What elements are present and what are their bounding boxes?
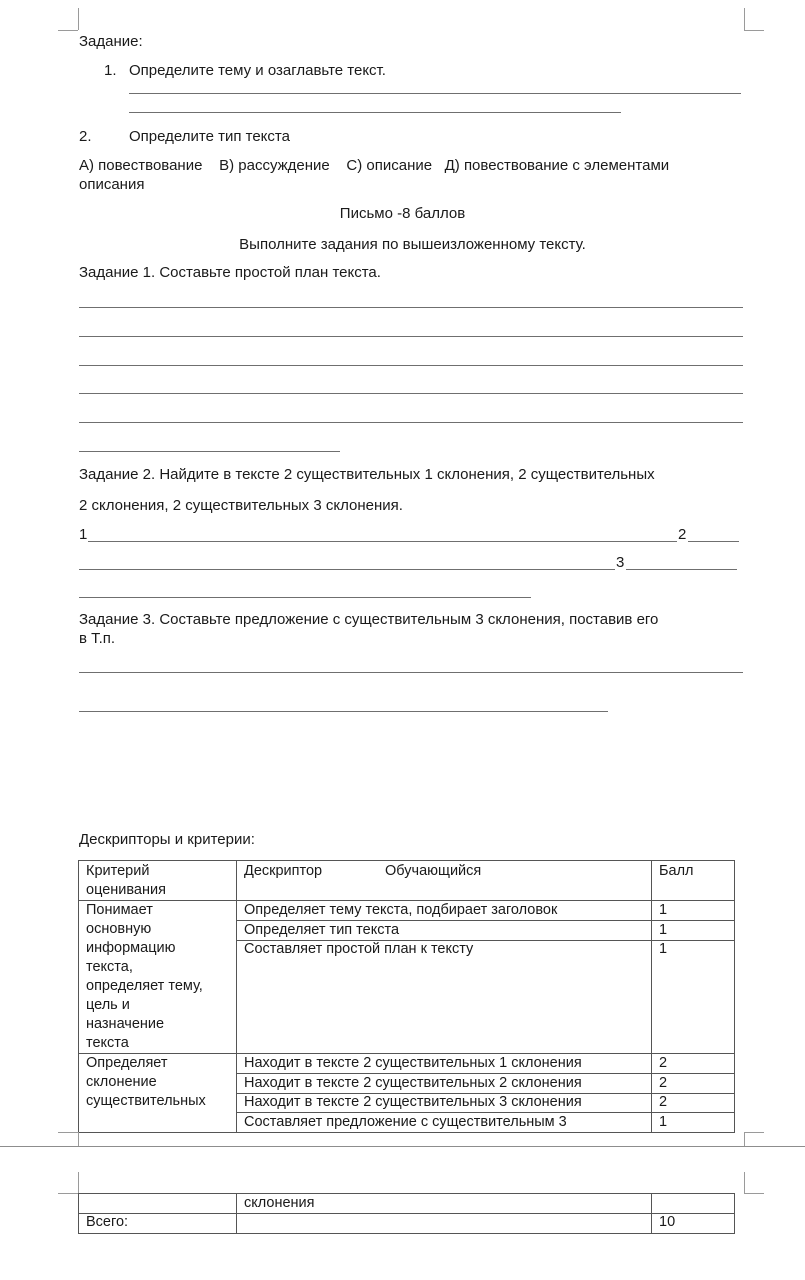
criterion-cell (86, 901, 203, 1053)
criterion-cell (86, 1054, 206, 1111)
exercise1-text: Задание 1. Составьте простой план текста. (79, 264, 381, 281)
answer-line (79, 569, 615, 570)
task1-number: 1. (104, 62, 117, 79)
page-margin-mark-bottom-left (78, 1132, 79, 1146)
exercise2-text-continued: 2 склонения, 2 существительных 3 склонения. (79, 497, 403, 514)
task1-text: Определите тему и озаглавьте текст. (129, 62, 386, 79)
task2-number: 2. (79, 128, 92, 145)
page-margin-mark-top-left (78, 1172, 79, 1194)
header-criterion-line: Критерий (86, 863, 150, 879)
letter-title: Письмо -8 баллов (339, 205, 466, 222)
score-cell: 1 (659, 922, 668, 938)
score-cell: 2 (659, 1094, 668, 1110)
page-margin-mark-bottom-right (744, 1132, 745, 1146)
page-break (0, 1146, 805, 1147)
table-border (78, 1193, 735, 1194)
page-margin-mark-top-left (78, 8, 79, 30)
descriptor-cell: Составляет предложение с существительным 3 (244, 1114, 567, 1130)
descriptor-cell: Находит в тексте 2 существительных 3 склонения (244, 1094, 582, 1110)
header-descriptor: Дескриптор (244, 863, 323, 879)
page-margin-mark-top-right (744, 1193, 764, 1194)
descriptor-cell: Определяет тему текста, подбирает заголовок (244, 902, 558, 918)
score-cell: 1 (659, 941, 668, 957)
header-criterion (86, 862, 166, 900)
answer-line (626, 569, 737, 570)
exercise3-text-continued: в Т.п. (79, 630, 116, 647)
criterion-line: существительных (86, 1093, 206, 1109)
exercise3-text: Задание 3. Составьте предложение с существительным 3 склонения, поставив его (79, 611, 659, 628)
header-criterion-line: оценивания (86, 882, 166, 898)
page-margin-mark-top-left (58, 30, 78, 31)
criterion-line: Понимает (86, 902, 153, 918)
criterion-line: основную (86, 921, 152, 937)
answer-line (79, 393, 743, 394)
answer-line (79, 451, 340, 452)
answer-line (88, 541, 677, 542)
table-border (78, 860, 735, 861)
page-margin-mark-bottom-left (58, 1132, 78, 1133)
descriptor-cell: Составляет простой план к тексту (244, 941, 474, 957)
descriptor-cell-continued: склонения (244, 1195, 315, 1211)
page-margin-mark-top-right (744, 30, 764, 31)
answer-line (79, 336, 743, 337)
answer-label-1: 1 (79, 526, 88, 543)
score-cell: 1 (659, 902, 668, 918)
task2-text: Определите тип текста (129, 128, 290, 145)
answer-line (129, 112, 621, 113)
criterion-line: назначение (86, 1016, 165, 1032)
score-cell: 2 (659, 1075, 668, 1091)
instruction-text: Выполните задания по вышеизложенному тексту. (239, 236, 586, 253)
score-cell: 2 (659, 1055, 668, 1071)
page-margin-mark-bottom-right (744, 1132, 764, 1133)
answer-line (79, 365, 743, 366)
criteria-title: Дескрипторы и критерии: (79, 831, 255, 848)
answer-line (129, 93, 741, 94)
task-header: Задание: (79, 33, 143, 50)
answer-label-3: 3 (616, 554, 625, 571)
score-cell: 1 (659, 1114, 668, 1130)
criterion-line: текста (86, 1035, 129, 1051)
total-label: Всего: (86, 1214, 129, 1230)
criterion-line: определяет тему, (86, 978, 203, 994)
page-margin-mark-top-left (58, 1193, 78, 1194)
answer-line (79, 711, 608, 712)
header-score: Балл (659, 863, 694, 879)
exercise2-text: Задание 2. Найдите в тексте 2 существительных 1 склонения, 2 существительных (79, 466, 655, 483)
descriptor-cell: Определяет тип текста (244, 922, 400, 938)
descriptor-cell: Находит в тексте 2 существительных 2 склонения (244, 1075, 582, 1091)
descriptor-cell: Находит в тексте 2 существительных 1 склонения (244, 1055, 582, 1071)
criterion-line: информацию (86, 940, 176, 956)
answer-line (79, 422, 743, 423)
table-border (78, 1132, 735, 1133)
answer-line (688, 541, 739, 542)
answer-line (79, 307, 743, 308)
table-border (78, 1233, 735, 1234)
task2-options-continued: описания (79, 176, 145, 193)
criterion-line: цель и (86, 997, 130, 1013)
task2-options: А) повествование В) рассуждение С) описание Д) повествование с элементами (79, 157, 670, 174)
criterion-line: склонение (86, 1074, 157, 1090)
criterion-line: Определяет (86, 1055, 168, 1071)
answer-line (79, 597, 531, 598)
header-learner: Обучающийся (385, 863, 482, 879)
page-margin-mark-top-right (744, 8, 745, 30)
answer-line (79, 672, 743, 673)
criterion-line: текста, (86, 959, 133, 975)
page-margin-mark-top-right (744, 1172, 745, 1194)
total-score: 10 (659, 1214, 676, 1230)
table-row-border (78, 1213, 735, 1214)
answer-label-2: 2 (678, 526, 687, 543)
